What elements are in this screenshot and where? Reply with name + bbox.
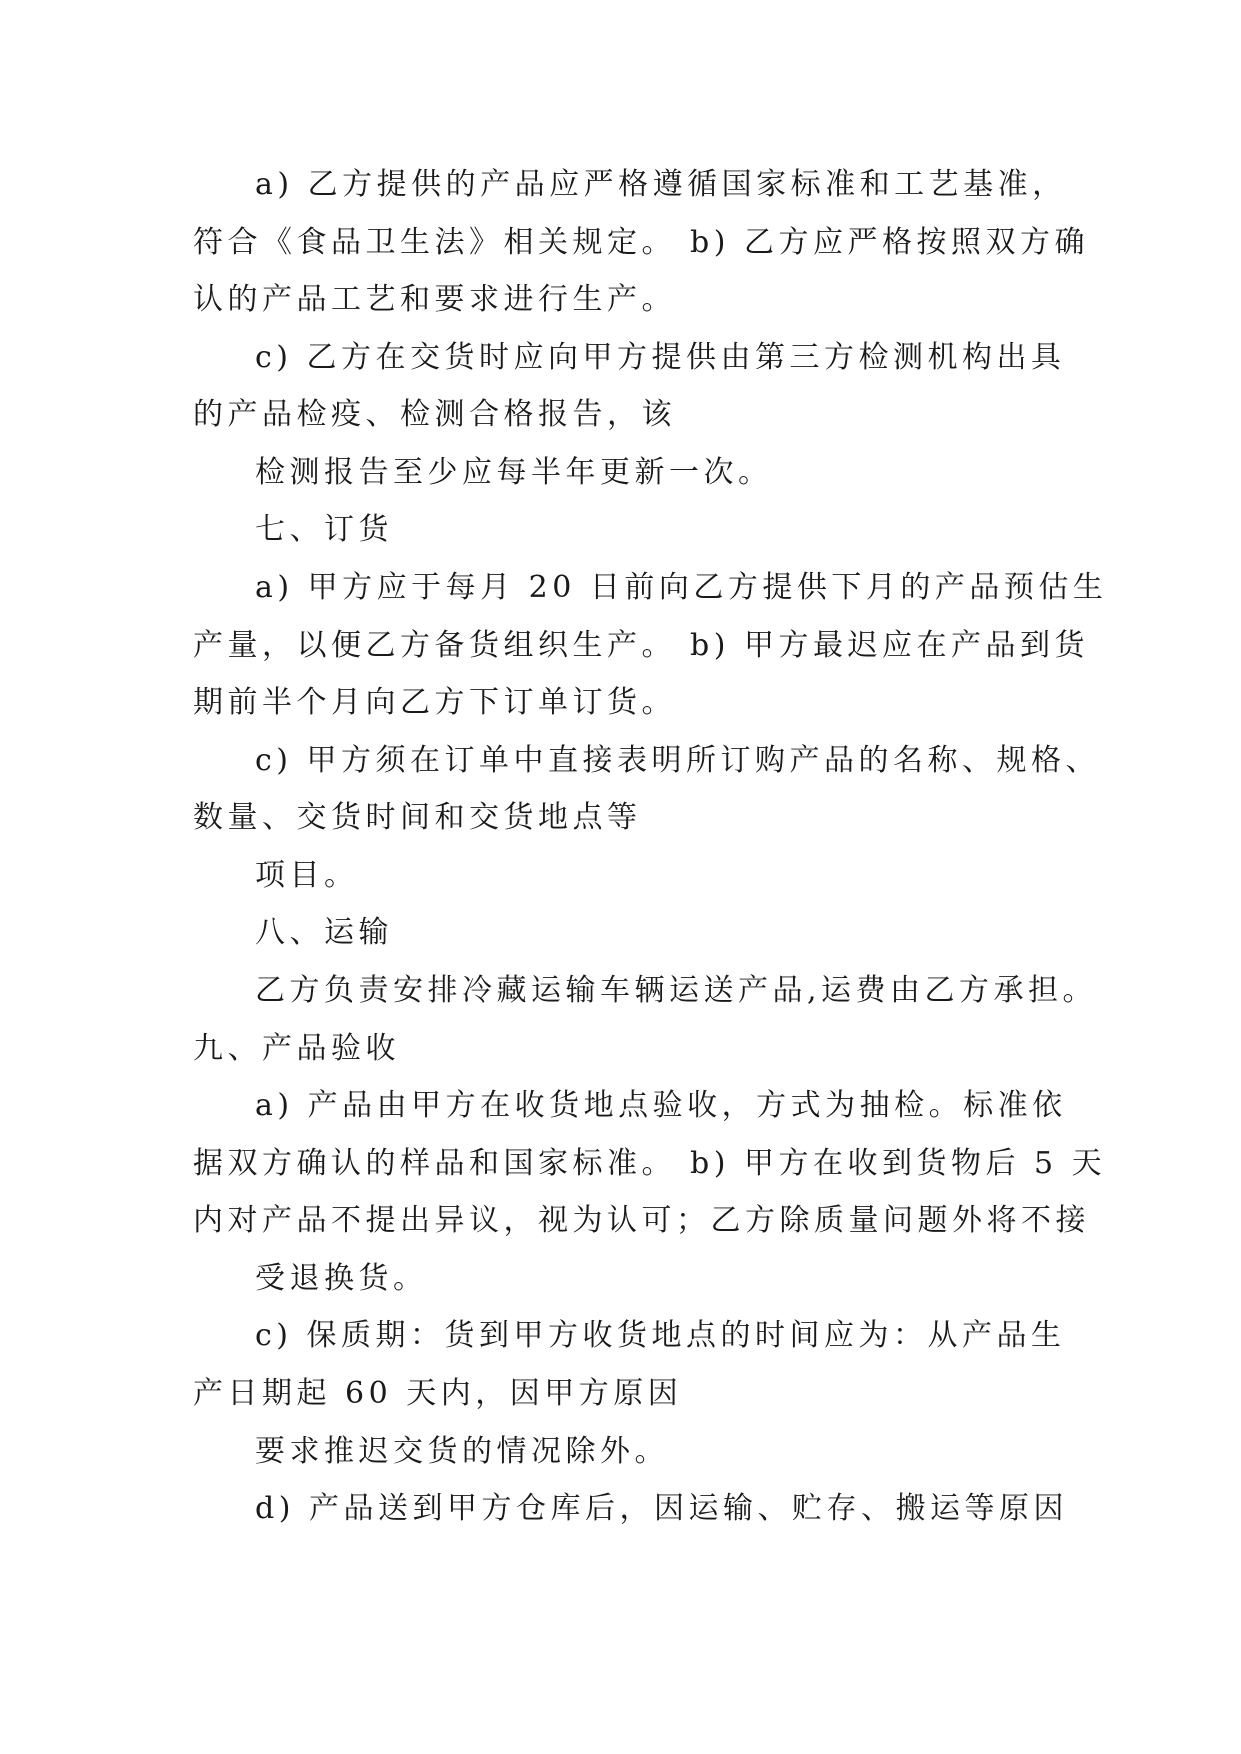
text-line-17: a) 产品由甲方在收货地点验收，方式为抽检。标准依	[255, 1088, 1067, 1123]
text-line-18: 据双方确认的样品和国家标准。 b) 甲方在收到货物后 5 天	[193, 1146, 1107, 1181]
section-heading-transport: 八、运输	[255, 915, 393, 950]
text-line-15: 乙方负责安排冷藏运输车辆运送产品,运费由乙方承担。	[255, 973, 1098, 1008]
text-line-12: 数量、交货时间和交货地点等	[193, 800, 642, 835]
text-line-24: d) 产品送到甲方仓库后，因运输、贮存、搬运等原因	[255, 1491, 1068, 1526]
text-line-21: c) 保质期：货到甲方收货地点的时间应为：从产品生	[255, 1318, 1066, 1353]
text-line-23: 要求推迟交货的情况除外。	[255, 1434, 669, 1469]
text-line-4: c) 乙方在交货时应向甲方提供由第三方检测机构出具	[255, 340, 1066, 375]
text-line-13: 项目。	[255, 858, 359, 893]
text-line-8: a) 甲方应于每月 20 日前向乙方提供下月的产品预估生	[255, 570, 1108, 605]
text-line-19: 内对产品不提出异议，视为认可；乙方除质量问题外将不接	[193, 1203, 1090, 1238]
text-line-11: c) 甲方须在订单中直接表明所订购产品的名称、规格、	[255, 743, 1101, 778]
section-heading-acceptance: 九、产品验收	[193, 1031, 400, 1066]
text-line-9: 产量，以便乙方备货组织生产。 b) 甲方最迟应在产品到货	[193, 628, 1089, 663]
text-line-10: 期前半个月向乙方下订单订货。	[193, 685, 676, 720]
text-line-6: 检测报告至少应每半年更新一次。	[255, 455, 773, 490]
text-line-5: 的产品检疫、检测合格报告，该	[193, 397, 676, 432]
text-line-20: 受退换货。	[255, 1261, 428, 1296]
section-heading-ordering: 七、订货	[255, 512, 393, 547]
text-line-22: 产日期起 60 天内，因甲方原因	[193, 1376, 683, 1411]
text-line-1: a) 乙方提供的产品应严格遵循国家标准和工艺基准，	[255, 167, 1067, 202]
text-line-3: 认的产品工艺和要求进行生产。	[193, 282, 676, 317]
text-line-2: 符合《食品卫生法》相关规定。 b) 乙方应严格按照双方确	[193, 225, 1089, 260]
